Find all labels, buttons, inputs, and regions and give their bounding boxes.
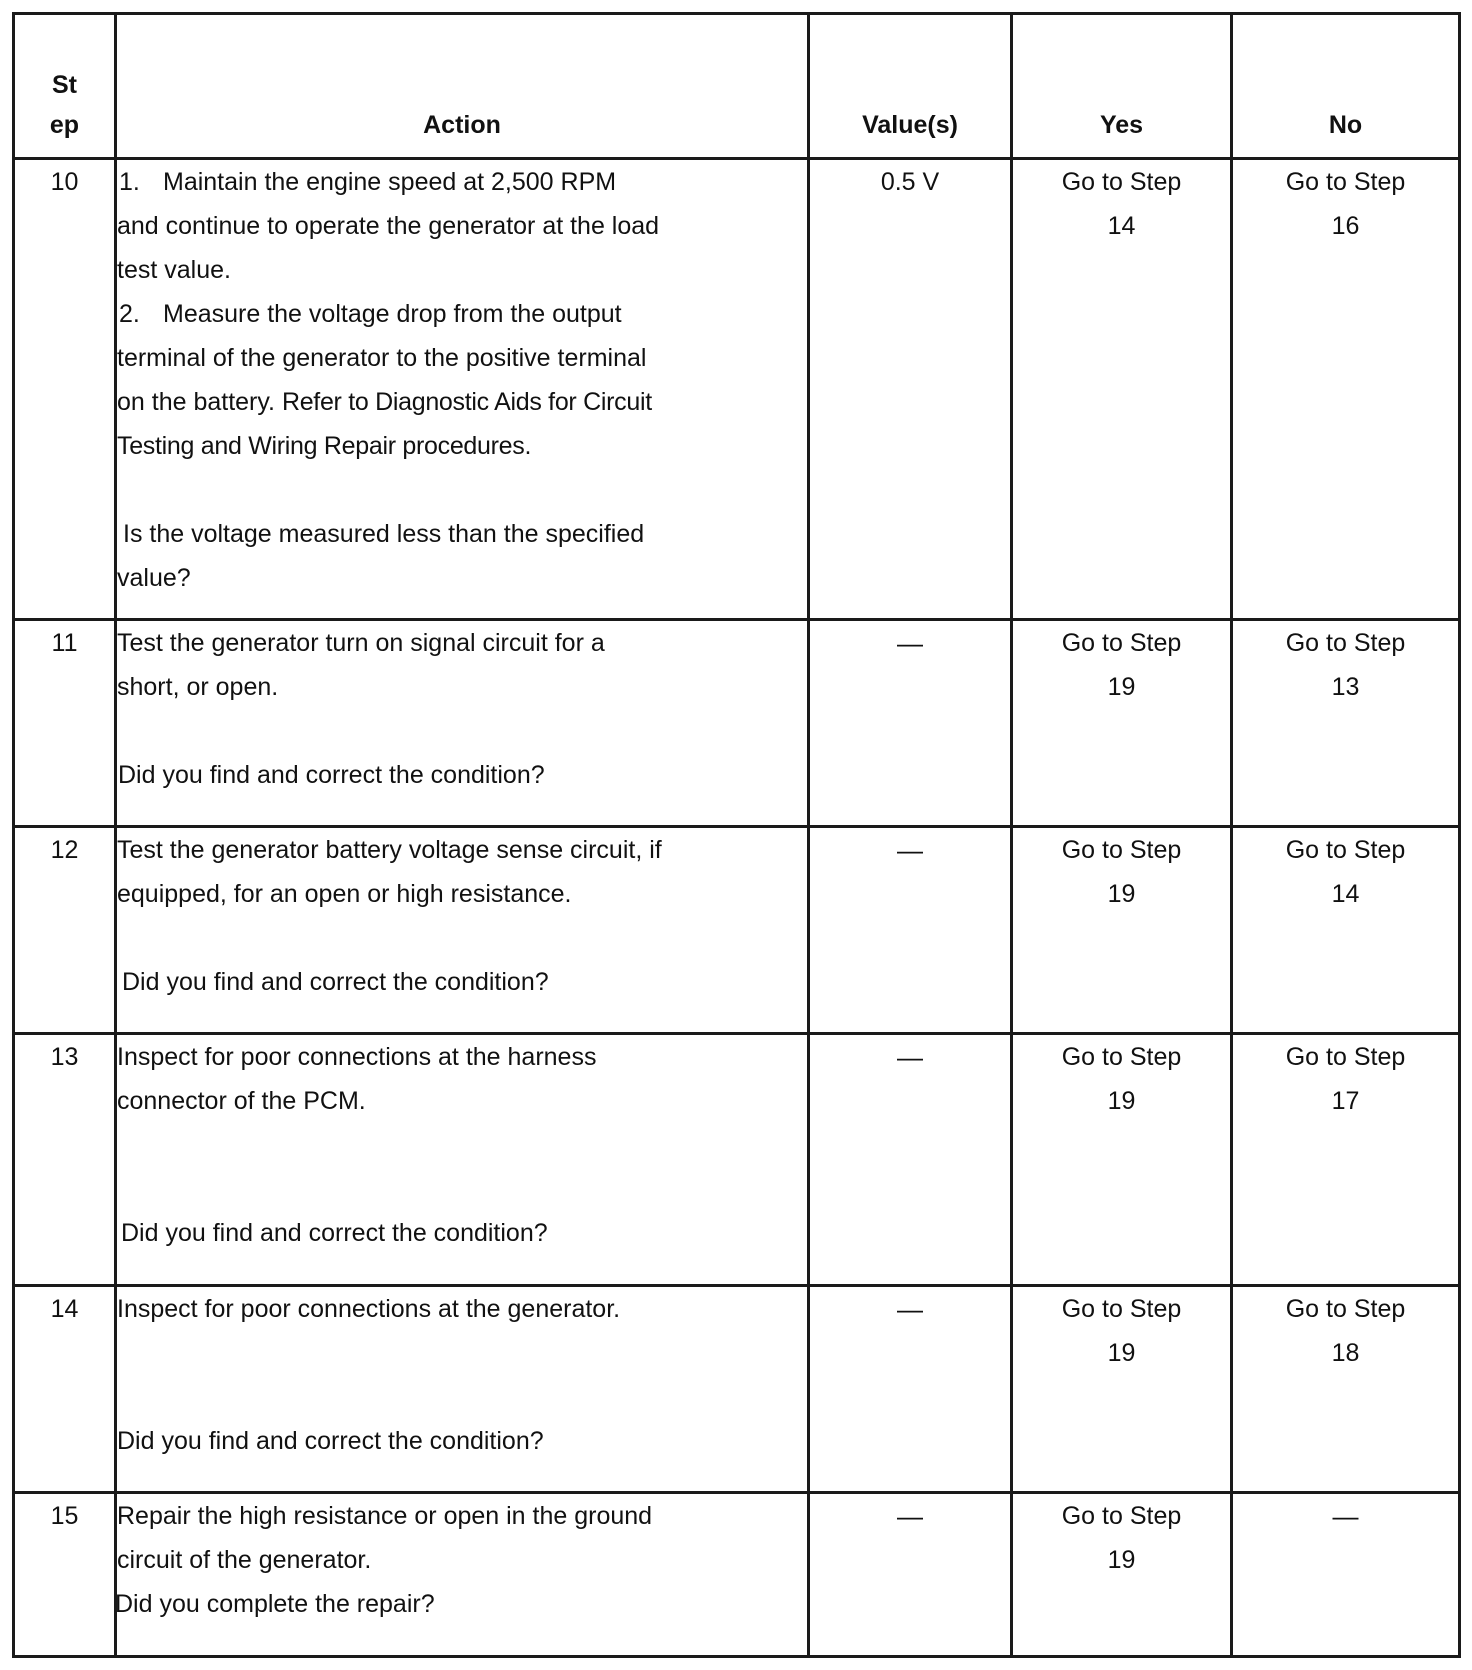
- action-line: equipped, for an open or high resistance.: [117, 880, 572, 908]
- diagnostic-steps-table: [12, 12, 1461, 1658]
- action-cell: [116, 1286, 809, 1493]
- action-line: and continue to operate the generator at the load: [117, 212, 660, 240]
- table-row: [14, 1286, 1460, 1493]
- value-cell: 0.5 V: [809, 159, 1012, 620]
- step-number: 13: [14, 1034, 116, 1286]
- action-line: short, or open.: [117, 673, 279, 701]
- action-line: connector of the PCM.: [117, 1087, 366, 1115]
- action-line: Inspect for poor connections at the harness: [117, 1043, 597, 1071]
- header-action: Action: [116, 14, 809, 159]
- value-cell: —: [809, 1034, 1012, 1286]
- action-question: Did you complete the repair?: [115, 1590, 435, 1618]
- yes-cell: Go to Step 19: [1012, 620, 1232, 827]
- step-number: 11: [14, 620, 116, 827]
- no-cell: Go to Step 18: [1232, 1286, 1460, 1493]
- step-number: 14: [14, 1286, 116, 1493]
- diagnostic-table-page: [12, 12, 1458, 1660]
- table-row: [14, 620, 1460, 827]
- action-cell: [116, 1034, 809, 1286]
- yes-cell: Go to Step 19: [1012, 1493, 1232, 1657]
- table-row: [14, 1493, 1460, 1657]
- step-number: 15: [14, 1493, 116, 1657]
- value-cell: —: [809, 1286, 1012, 1493]
- action-question: Did you find and correct the condition?: [121, 1219, 548, 1247]
- action-line: circuit of the generator.: [117, 1546, 372, 1574]
- action-line: terminal of the generator to the positive terminal: [117, 344, 647, 372]
- action-line: 1. Maintain the engine speed at 2,500 RPM: [119, 168, 617, 196]
- table-row: [14, 1034, 1460, 1286]
- action-line: test value.: [117, 256, 231, 284]
- no-cell: —: [1232, 1493, 1460, 1657]
- action-question: Did you find and correct the condition?: [118, 761, 545, 789]
- value-cell: —: [809, 620, 1012, 827]
- table-row: [14, 159, 1460, 620]
- action-cell: [116, 827, 809, 1034]
- yes-cell: Go to Step 19: [1012, 827, 1232, 1034]
- value-cell: —: [809, 827, 1012, 1034]
- action-line: 2. Measure the voltage drop from the output: [119, 300, 622, 328]
- action-line: Test the generator turn on signal circuit for a: [117, 629, 605, 657]
- action-cell: [116, 1493, 809, 1657]
- action-line: Repair the high resistance or open in the ground: [117, 1502, 653, 1530]
- header-value: Value(s): [809, 14, 1012, 159]
- header-step: St ep: [14, 14, 116, 159]
- action-cell: [116, 620, 809, 827]
- header-no: No: [1232, 14, 1460, 159]
- step-number: 10: [14, 159, 116, 620]
- action-question: Did you find and correct the condition?: [117, 1427, 544, 1455]
- action-question: value?: [117, 564, 191, 592]
- header-row: [14, 14, 1460, 159]
- no-cell: Go to Step 17: [1232, 1034, 1460, 1286]
- action-question: Is the voltage measured less than the specified: [123, 520, 645, 548]
- action-cell: [116, 159, 809, 620]
- yes-cell: Go to Step 14: [1012, 159, 1232, 620]
- no-cell: Go to Step 13: [1232, 620, 1460, 827]
- action-line: Inspect for poor connections at the generator.: [117, 1295, 621, 1323]
- action-line: Test the generator battery voltage sense circuit, if: [117, 836, 662, 864]
- step-number: 12: [14, 827, 116, 1034]
- action-question: Did you find and correct the condition?: [122, 968, 549, 996]
- action-line: on the battery. Refer to Diagnostic Aids for Circuit: [117, 388, 652, 416]
- table-row: [14, 827, 1460, 1034]
- yes-cell: Go to Step 19: [1012, 1034, 1232, 1286]
- no-cell: Go to Step 14: [1232, 827, 1460, 1034]
- value-cell: —: [809, 1493, 1012, 1657]
- action-line: Testing and Wiring Repair procedures.: [117, 432, 532, 460]
- yes-cell: Go to Step 19: [1012, 1286, 1232, 1493]
- no-cell: Go to Step 16: [1232, 159, 1460, 620]
- header-yes: Yes: [1012, 14, 1232, 159]
